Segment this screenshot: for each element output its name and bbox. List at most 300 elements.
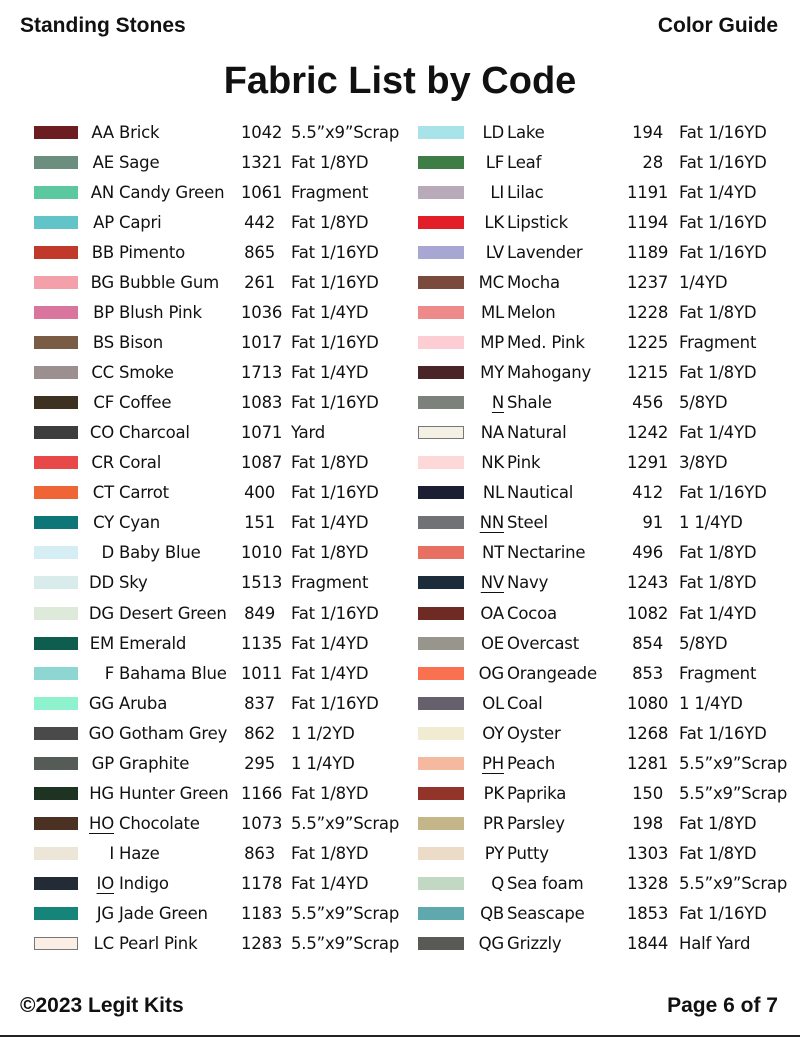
fabric-name: Paprika xyxy=(507,783,567,803)
fabric-number: 1010 xyxy=(241,543,283,563)
fabric-number: 1283 xyxy=(241,934,283,954)
fabric-size: Fat 1/8YD xyxy=(291,543,369,563)
fabric-size: Fat 1/4YD xyxy=(291,363,369,383)
fabric-size: Half Yard xyxy=(679,934,751,954)
fabric-code: I xyxy=(109,844,114,864)
color-swatch xyxy=(418,757,464,770)
fabric-row xyxy=(418,117,798,147)
fabric-code: LD xyxy=(482,122,504,142)
fabric-number: 1853 xyxy=(627,904,669,924)
fabric-number: 412 xyxy=(632,483,663,503)
fabric-size: Fat 1/4YD xyxy=(679,182,757,202)
fabric-row xyxy=(418,538,798,568)
fabric-size: 1/4YD xyxy=(679,272,728,292)
color-swatch xyxy=(418,576,464,589)
fabric-name: Steel xyxy=(507,513,548,533)
color-swatch xyxy=(34,216,78,229)
fabric-number: 865 xyxy=(244,242,275,262)
page-header xyxy=(20,12,778,40)
fabric-number: 1191 xyxy=(627,182,669,202)
fabric-row xyxy=(34,117,404,147)
fabric-code: LC xyxy=(93,934,114,954)
fabric-row xyxy=(418,508,798,538)
fabric-size: Fat 1/4YD xyxy=(291,633,369,653)
fabric-code: BP xyxy=(93,302,114,322)
fabric-number: 1082 xyxy=(627,603,669,623)
fabric-size: Fat 1/16YD xyxy=(291,332,379,352)
fabric-name: Jade Green xyxy=(119,904,208,924)
fabric-name: Bahama Blue xyxy=(119,663,227,683)
fabric-number: 1087 xyxy=(241,453,283,473)
color-swatch xyxy=(418,216,464,229)
fabric-name: Peach xyxy=(507,753,556,773)
fabric-size: Fat 1/16YD xyxy=(291,483,379,503)
fabric-name: Med. Pink xyxy=(507,332,585,352)
fabric-row xyxy=(418,718,798,748)
fabric-name: Natural xyxy=(507,423,567,443)
color-swatch xyxy=(418,126,464,139)
fabric-name: Mocha xyxy=(507,272,560,292)
page-title: Fabric List by Code xyxy=(223,60,577,102)
color-swatch xyxy=(34,697,78,710)
fabric-name: Coral xyxy=(119,453,162,473)
fabric-size: Fat 1/8YD xyxy=(291,212,369,232)
fabric-number: 1268 xyxy=(627,723,669,743)
fabric-size: 5.5”x9”Scrap xyxy=(679,753,788,773)
fabric-name: Lake xyxy=(507,122,545,142)
fabric-row xyxy=(34,478,404,508)
fabric-number: 849 xyxy=(244,603,275,623)
fabric-name: Pearl Pink xyxy=(119,934,198,954)
color-swatch xyxy=(34,817,78,830)
fabric-number: 1328 xyxy=(627,874,669,894)
fabric-row xyxy=(418,839,798,869)
fabric-code: PR xyxy=(482,813,504,833)
fabric-row xyxy=(34,237,404,267)
fabric-code: F xyxy=(104,663,114,683)
color-swatch xyxy=(34,456,78,469)
fabric-code: QG xyxy=(478,934,504,954)
fabric-row xyxy=(418,478,798,508)
fabric-number: 150 xyxy=(632,783,663,803)
fabric-code: LF xyxy=(485,152,504,172)
fabric-code: AP xyxy=(93,212,114,232)
fabric-name: Chocolate xyxy=(119,813,200,833)
fabric-size: Fat 1/8YD xyxy=(679,543,757,563)
fabric-size: Fat 1/16YD xyxy=(291,393,379,413)
fabric-name: Sky xyxy=(119,573,148,593)
fabric-size: Fat 1/8YD xyxy=(679,363,757,383)
fabric-row xyxy=(34,418,404,448)
fabric-size: 5.5”x9”Scrap xyxy=(291,904,400,924)
fabric-number: 853 xyxy=(632,663,663,683)
color-swatch xyxy=(34,546,78,559)
fabric-number: 194 xyxy=(632,122,663,142)
fabric-row xyxy=(418,177,798,207)
fabric-number: 1243 xyxy=(627,573,669,593)
fabric-code: GP xyxy=(91,753,114,773)
fabric-size: Fat 1/16YD xyxy=(291,603,379,623)
fabric-number: 1844 xyxy=(627,934,669,954)
fabric-name: Grizzly xyxy=(507,934,562,954)
fabric-number: 1135 xyxy=(241,633,283,653)
color-swatch xyxy=(34,246,78,259)
color-swatch xyxy=(34,637,78,650)
color-swatch xyxy=(418,637,464,650)
fabric-number: 442 xyxy=(244,212,275,232)
fabric-row xyxy=(34,598,404,628)
fabric-name: Coal xyxy=(507,693,543,713)
fabric-row xyxy=(34,869,404,899)
fabric-number: 1036 xyxy=(241,302,283,322)
fabric-name: Sage xyxy=(119,152,160,172)
fabric-code: NN xyxy=(479,513,504,533)
fabric-name: Candy Green xyxy=(119,182,225,202)
fabric-size: Fat 1/8YD xyxy=(291,844,369,864)
color-swatch xyxy=(34,426,78,439)
fabric-number: 1011 xyxy=(241,663,283,683)
fabric-number: 1189 xyxy=(627,242,669,262)
fabric-number: 837 xyxy=(244,693,275,713)
color-swatch xyxy=(418,276,464,289)
fabric-row xyxy=(418,808,798,838)
fabric-name: Aruba xyxy=(119,693,168,713)
fabric-name: Parsley xyxy=(507,813,565,833)
fabric-number: 261 xyxy=(244,272,275,292)
fabric-number: 1080 xyxy=(627,693,669,713)
page-number: Page 6 of 7 xyxy=(667,994,778,1017)
fabric-name: Cyan xyxy=(119,513,161,533)
fabric-row xyxy=(34,718,404,748)
fabric-size: 5.5”x9”Scrap xyxy=(291,813,400,833)
fabric-size: Fat 1/16YD xyxy=(679,242,767,262)
fabric-code: PK xyxy=(483,783,504,803)
fabric-code: LK xyxy=(484,212,504,232)
fabric-size: Fragment xyxy=(291,573,369,593)
fabric-code: NV xyxy=(480,573,504,593)
fabric-size: Fat 1/16YD xyxy=(291,693,379,713)
color-swatch xyxy=(418,306,464,319)
fabric-row xyxy=(418,237,798,267)
fabric-number: 1242 xyxy=(627,423,669,443)
fabric-number: 1071 xyxy=(241,423,283,443)
fabric-number: 1166 xyxy=(241,783,283,803)
fabric-size: Fat 1/8YD xyxy=(679,573,757,593)
fabric-size: 1 1/2YD xyxy=(291,723,355,743)
fabric-row xyxy=(418,448,798,478)
fabric-row xyxy=(418,568,798,598)
fabric-size: Fat 1/4YD xyxy=(291,302,369,322)
fabric-size: Fat 1/16YD xyxy=(291,272,379,292)
fabric-row xyxy=(418,929,798,959)
fabric-name: Shale xyxy=(507,393,552,413)
fabric-row xyxy=(418,778,798,808)
color-swatch xyxy=(34,516,78,529)
fabric-size: Fat 1/4YD xyxy=(291,663,369,683)
color-swatch xyxy=(418,486,464,499)
fabric-name: Oyster xyxy=(507,723,561,743)
fabric-code: D xyxy=(101,543,114,563)
color-swatch xyxy=(418,817,464,830)
color-swatch xyxy=(34,607,78,620)
fabric-name: Desert Green xyxy=(119,603,227,623)
fabric-code: N xyxy=(491,393,504,413)
fabric-code: NL xyxy=(482,483,504,503)
color-swatch xyxy=(34,486,78,499)
fabric-code: GG xyxy=(88,693,114,713)
color-swatch xyxy=(34,847,78,860)
fabric-size: Fat 1/8YD xyxy=(679,302,757,322)
fabric-size: 5.5”x9”Scrap xyxy=(291,934,400,954)
color-swatch xyxy=(418,877,464,890)
fabric-number: 1228 xyxy=(627,302,669,322)
fabric-code: GO xyxy=(88,723,114,743)
color-swatch xyxy=(418,366,464,379)
fabric-name: Emerald xyxy=(119,633,187,653)
fabric-number: 1017 xyxy=(241,332,283,352)
color-swatch xyxy=(34,276,78,289)
fabric-number: 28 xyxy=(642,152,663,172)
fabric-row xyxy=(418,899,798,929)
fabric-name: Sea foam xyxy=(507,874,584,894)
fabric-name: Nectarine xyxy=(507,543,586,563)
fabric-row xyxy=(34,327,404,357)
fabric-row xyxy=(34,358,404,388)
fabric-name: Seascape xyxy=(507,904,585,924)
fabric-row xyxy=(418,267,798,297)
color-swatch xyxy=(34,396,78,409)
copyright: ©2023 Legit Kits xyxy=(20,994,184,1017)
fabric-size: 5/8YD xyxy=(679,393,728,413)
fabric-number: 151 xyxy=(244,513,275,533)
color-swatch xyxy=(418,246,464,259)
color-swatch xyxy=(418,456,464,469)
fabric-code: OE xyxy=(480,633,504,653)
fabric-row xyxy=(418,388,798,418)
fabric-name: Indigo xyxy=(119,874,169,894)
fabric-code: LV xyxy=(485,242,504,262)
fabric-number: 1281 xyxy=(627,753,669,773)
fabric-name: Carrot xyxy=(119,483,169,503)
color-swatch xyxy=(418,156,464,169)
fabric-name: Capri xyxy=(119,212,162,232)
fabric-name: Navy xyxy=(507,573,549,593)
color-swatch xyxy=(418,667,464,680)
fabric-row xyxy=(418,297,798,327)
fabric-code: BG xyxy=(90,272,114,292)
fabric-name: Coffee xyxy=(119,393,172,413)
fabric-number: 1073 xyxy=(241,813,283,833)
color-swatch xyxy=(418,516,464,529)
fabric-name: Baby Blue xyxy=(119,543,201,563)
fabric-name: Overcast xyxy=(507,633,579,653)
fabric-row xyxy=(34,778,404,808)
fabric-row xyxy=(34,808,404,838)
fabric-number: 295 xyxy=(244,753,275,773)
fabric-name: Gotham Grey xyxy=(119,723,228,743)
color-swatch xyxy=(34,727,78,740)
fabric-size: Fat 1/16YD xyxy=(291,242,379,262)
fabric-code: DD xyxy=(88,573,114,593)
fabric-name: Lipstick xyxy=(507,212,568,232)
fabric-size: Fat 1/4YD xyxy=(679,603,757,623)
fabric-name: Blush Pink xyxy=(119,302,202,322)
fabric-name: Mahogany xyxy=(507,363,592,383)
fabric-size: 3/8YD xyxy=(679,453,728,473)
fabric-size: Yard xyxy=(291,423,326,443)
fabric-code: CC xyxy=(91,363,114,383)
fabric-code: OA xyxy=(480,603,504,623)
fabric-code: CR xyxy=(91,453,114,473)
fabric-code: AE xyxy=(92,152,114,172)
color-swatch xyxy=(418,396,464,409)
fabric-number: 198 xyxy=(632,813,663,833)
fabric-code: NA xyxy=(480,423,504,443)
fabric-row xyxy=(418,207,798,237)
fabric-size: Fat 1/16YD xyxy=(679,122,767,142)
fabric-row xyxy=(34,839,404,869)
fabric-name: Smoke xyxy=(119,363,174,383)
fabric-size: 1 1/4YD xyxy=(679,693,743,713)
fabric-number: 496 xyxy=(632,543,663,563)
fabric-code: IO xyxy=(96,874,114,894)
fabric-name: Hunter Green xyxy=(119,783,229,803)
fabric-number: 1183 xyxy=(241,904,283,924)
fabric-row xyxy=(34,628,404,658)
fabric-number: 1513 xyxy=(241,573,283,593)
fabric-row xyxy=(418,628,798,658)
fabric-row xyxy=(34,538,404,568)
fabric-size: 5.5”x9”Scrap xyxy=(679,783,788,803)
fabric-row xyxy=(418,147,798,177)
color-swatch xyxy=(34,667,78,680)
fabric-size: Fat 1/16YD xyxy=(679,483,767,503)
fabric-code: CO xyxy=(89,423,114,443)
fabric-number: 1321 xyxy=(241,152,283,172)
fabric-row xyxy=(34,267,404,297)
fabric-list-right-column xyxy=(418,117,798,959)
fabric-size: 5.5”x9”Scrap xyxy=(291,122,400,142)
color-swatch xyxy=(34,787,78,800)
fabric-number: 1194 xyxy=(627,212,669,232)
fabric-size: Fragment xyxy=(679,663,757,683)
color-swatch xyxy=(418,336,464,349)
fabric-code: PY xyxy=(484,844,504,864)
fabric-name: Orangeade xyxy=(507,663,597,683)
fabric-row xyxy=(34,929,404,959)
fabric-code: BS xyxy=(92,332,114,352)
fabric-name: Bison xyxy=(119,332,164,352)
fabric-row xyxy=(34,899,404,929)
fabric-name: Pink xyxy=(507,453,541,473)
fabric-code: EM xyxy=(89,633,114,653)
fabric-size: 1 1/4YD xyxy=(679,513,743,533)
color-swatch xyxy=(418,847,464,860)
fabric-number: 1215 xyxy=(627,363,669,383)
fabric-size: Fat 1/4YD xyxy=(679,423,757,443)
fabric-code: PH xyxy=(482,753,504,773)
fabric-code: MC xyxy=(478,272,504,292)
page-footer xyxy=(20,992,778,1020)
fabric-name: Nautical xyxy=(507,483,574,503)
fabric-name: Lavender xyxy=(507,242,583,262)
fabric-number: 1042 xyxy=(241,122,283,142)
fabric-number: 1061 xyxy=(241,182,283,202)
fabric-size: Fat 1/8YD xyxy=(679,813,757,833)
color-swatch xyxy=(418,787,464,800)
fabric-list-left-column xyxy=(34,117,404,959)
fabric-code: HO xyxy=(89,813,114,833)
fabric-number: 862 xyxy=(244,723,275,743)
color-swatch xyxy=(418,186,464,199)
fabric-size: Fragment xyxy=(291,182,369,202)
fabric-size: Fat 1/8YD xyxy=(291,453,369,473)
fabric-size: 5/8YD xyxy=(679,633,728,653)
color-swatch xyxy=(34,366,78,379)
fabric-code: BB xyxy=(91,242,114,262)
fabric-code: AA xyxy=(91,122,114,142)
color-swatch xyxy=(34,186,78,199)
fabric-code: LI xyxy=(490,182,504,202)
fabric-row xyxy=(418,327,798,357)
fabric-size: Fat 1/16YD xyxy=(679,212,767,232)
fabric-code: HG xyxy=(89,783,114,803)
fabric-name: Charcoal xyxy=(119,423,190,443)
fabric-size: Fat 1/8YD xyxy=(291,152,369,172)
fabric-row xyxy=(34,748,404,778)
fabric-row xyxy=(418,598,798,628)
fabric-code: OL xyxy=(482,693,504,713)
fabric-row xyxy=(34,207,404,237)
color-swatch xyxy=(418,546,464,559)
fabric-number: 91 xyxy=(642,513,663,533)
fabric-name: Melon xyxy=(507,302,556,322)
fabric-code: OY xyxy=(482,723,504,743)
fabric-row xyxy=(34,177,404,207)
fabric-row xyxy=(418,748,798,778)
fabric-code: AN xyxy=(90,182,114,202)
fabric-number: 863 xyxy=(244,844,275,864)
fabric-row xyxy=(418,418,798,448)
color-swatch xyxy=(34,336,78,349)
fabric-name: Graphite xyxy=(119,753,190,773)
fabric-number: 456 xyxy=(632,393,663,413)
fabric-code: NT xyxy=(481,543,504,563)
fabric-size: Fat 1/8YD xyxy=(679,844,757,864)
color-swatch xyxy=(34,576,78,589)
fabric-number: 1083 xyxy=(241,393,283,413)
fabric-size: Fat 1/16YD xyxy=(679,152,767,172)
fabric-row xyxy=(418,869,798,899)
color-swatch xyxy=(34,907,78,920)
fabric-number: 400 xyxy=(244,483,275,503)
fabric-row xyxy=(34,508,404,538)
color-swatch xyxy=(34,937,78,950)
fabric-row xyxy=(418,658,798,688)
bottom-divider xyxy=(0,1035,800,1037)
fabric-size: Fat 1/4YD xyxy=(291,874,369,894)
fabric-number: 1225 xyxy=(627,332,669,352)
fabric-code: NK xyxy=(481,453,504,473)
fabric-row xyxy=(34,147,404,177)
fabric-row xyxy=(34,568,404,598)
fabric-size: Fat 1/4YD xyxy=(291,513,369,533)
fabric-name: Brick xyxy=(119,122,160,142)
fabric-number: 1303 xyxy=(627,844,669,864)
fabric-number: 1178 xyxy=(241,874,283,894)
fabric-code: JG xyxy=(96,904,114,924)
fabric-name: Pimento xyxy=(119,242,186,262)
